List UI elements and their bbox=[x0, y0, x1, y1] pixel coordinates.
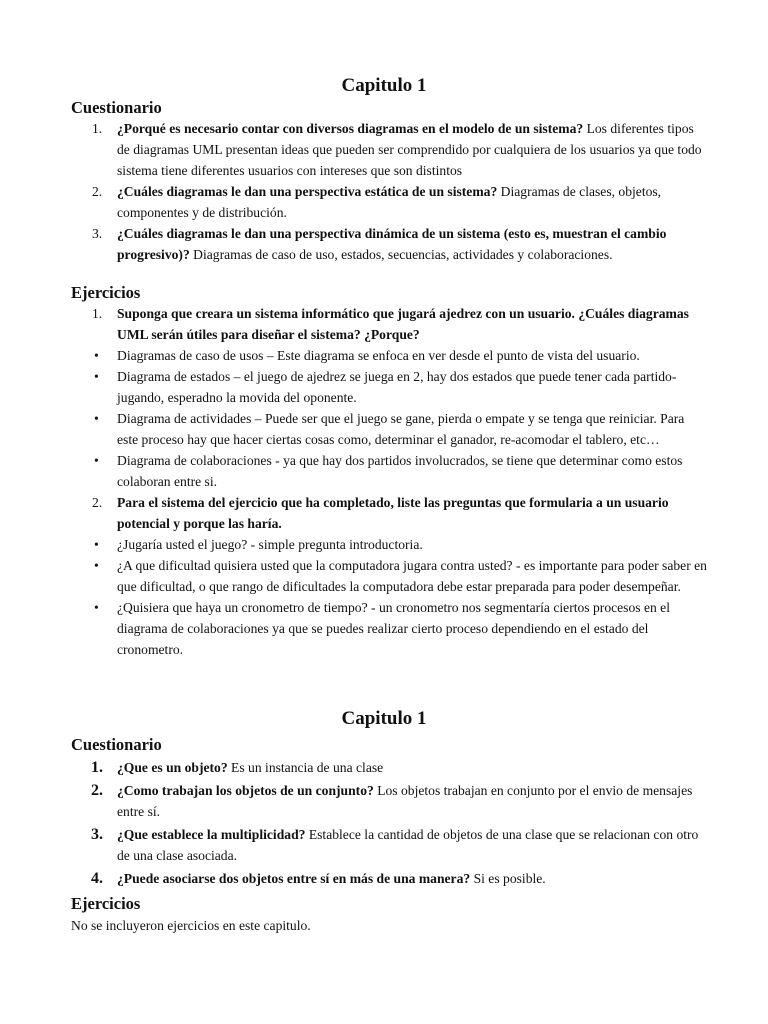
bullet-icon: • bbox=[94, 369, 99, 384]
chapter-1-cuestionario bbox=[0, 98, 768, 265]
bullet-text: Diagramas de caso de usos – Este diagrama se enfoca en ver desde el punto de vista del usuario. bbox=[117, 348, 640, 363]
exercise-list bbox=[0, 303, 768, 660]
bullet-text: Diagrama de colaboraciones - ya que hay dos partidos involucrados, se tiene que determinar como estos colaboran entre si. bbox=[117, 453, 683, 489]
chapter-1 bbox=[0, 75, 768, 97]
chapter-title: Capitulo 1 bbox=[341, 75, 427, 96]
chapter-1-ejercicios bbox=[0, 283, 768, 660]
bullet-text: Diagrama de actividades – Puede ser que el juego se gane, pierda o empate y se tenga que reiniciar. Para este proceso hay que hacer ciertas cosas como, determinar el ganador, re-acomodar el tablero, etc… bbox=[117, 411, 685, 447]
question-text: ¿Porqué es necesario contar con diversos diagramas en el modelo de un sistema? bbox=[117, 121, 584, 136]
exercise-question: Para el sistema del ejercicio que ha completado, liste las preguntas que formularia a un usuario potencial y porque las haría. bbox=[117, 495, 669, 531]
no-exercises-text: No se incluyeron ejercicios en este capitulo. bbox=[71, 918, 311, 933]
answer-text: Es un instancia de una clase bbox=[227, 760, 384, 775]
bullet-item bbox=[0, 408, 768, 450]
chapter-2 bbox=[0, 708, 768, 730]
question-text: ¿Cuáles diagramas le dan una perspectiva estática de un sistema? bbox=[117, 184, 498, 199]
question-item bbox=[0, 118, 768, 181]
question-text: ¿Puede asociarse dos objetos entre sí en más de una manera? bbox=[117, 871, 471, 886]
answer-text: Los objetos trabajan en conjunto por el envio de mensajes entre sí. bbox=[117, 783, 693, 819]
section-heading-cuestionario: Cuestionario bbox=[71, 735, 162, 754]
question-item bbox=[0, 223, 768, 265]
bullet-item bbox=[0, 366, 768, 408]
bullet-item bbox=[0, 450, 768, 492]
bullet-icon: • bbox=[94, 348, 99, 363]
bullet-text: Diagrama de estados – el juego de ajedrez se juega en 2, hay dos estados que puede tener cada partido- jugando, esperadno la movida del oponente. bbox=[117, 369, 677, 405]
item-number: 3. bbox=[92, 226, 103, 241]
question-item bbox=[0, 757, 768, 778]
item-number: 1. bbox=[92, 306, 103, 321]
item-number: 1. bbox=[91, 759, 103, 776]
question-list bbox=[0, 757, 768, 889]
exercise-item bbox=[0, 492, 768, 534]
bullet-text: ¿A que dificultad quisiera usted que la computadora jugara contra usted? - es importante para poder saber en que dificultad, o que rango de dificultades la computadora debe estar preparada para poder desempeñar. bbox=[117, 558, 707, 594]
question-text: ¿Que establece la multiplicidad? bbox=[117, 827, 306, 842]
section-heading-ejercicios: Ejercicios bbox=[71, 894, 141, 913]
section-heading-ejercicios: Ejercicios bbox=[71, 283, 141, 302]
item-number: 3. bbox=[91, 826, 103, 843]
question-item bbox=[0, 868, 768, 889]
bullet-item bbox=[0, 534, 768, 555]
answer-text: Si es posible. bbox=[470, 871, 546, 886]
item-number: 2. bbox=[91, 782, 103, 799]
question-item bbox=[0, 181, 768, 223]
question-item bbox=[0, 824, 768, 866]
question-text: ¿Que es un objeto? bbox=[117, 760, 228, 775]
bullet-icon: • bbox=[94, 600, 99, 615]
item-number: 2. bbox=[92, 495, 103, 510]
chapter-title: Capitulo 1 bbox=[341, 708, 427, 729]
question-text: ¿Cuáles diagramas le dan una perspectiva dinámica de un sistema (esto es, muestran el cambio progresivo)? bbox=[117, 226, 667, 262]
bullet-icon: • bbox=[94, 453, 99, 468]
bullet-item bbox=[0, 555, 768, 597]
question-list bbox=[0, 118, 768, 265]
question-text: ¿Como trabajan los objetos de un conjunto? bbox=[117, 783, 374, 798]
answer-text: Diagramas de caso de uso, estados, secuencias, actividades y colaboraciones. bbox=[189, 247, 613, 262]
question-item bbox=[0, 780, 768, 822]
item-number: 4. bbox=[91, 870, 103, 887]
bullet-item bbox=[0, 345, 768, 366]
answer-text: Diagramas de clases, objetos, componentes y de distribución. bbox=[117, 184, 662, 220]
bullet-text: ¿Jugaría usted el juego? - simple pregunta introductoria. bbox=[117, 537, 423, 552]
bullet-icon: • bbox=[94, 537, 99, 552]
item-number: 1. bbox=[92, 121, 103, 136]
section-heading-cuestionario: Cuestionario bbox=[71, 98, 162, 117]
bullet-item bbox=[0, 597, 768, 660]
chapter-2-ejercicios bbox=[0, 894, 768, 936]
answer-text: Los diferentes tipos de diagramas UML presentan ideas que pueden ser comprendido por cualquiera de los usuarios ya que todo sistema tiene diferentes usuarios con intereses que son distintos bbox=[117, 121, 702, 178]
exercise-question: Suponga que creara un sistema informático que jugará ajedrez con un usuario. ¿Cuáles diagramas UML serán útiles para diseñar el sistema? ¿Porque? bbox=[117, 306, 689, 342]
bullet-icon: • bbox=[94, 558, 99, 573]
bullet-icon: • bbox=[94, 411, 99, 426]
bullet-text: ¿Quisiera que haya un cronometro de tiempo? - un cronometro nos segmentaría ciertos procesos en el diagrama de colaboraciones ya que se puedes realizar cierto proceso dependiendo en el estado del cronometro. bbox=[117, 600, 670, 657]
answer-text: Establece la cantidad de objetos de una clase que se relacionan con otro de una clase asociada. bbox=[117, 827, 699, 863]
exercise-item bbox=[0, 303, 768, 345]
item-number: 2. bbox=[92, 184, 103, 199]
chapter-2-cuestionario bbox=[0, 735, 768, 889]
